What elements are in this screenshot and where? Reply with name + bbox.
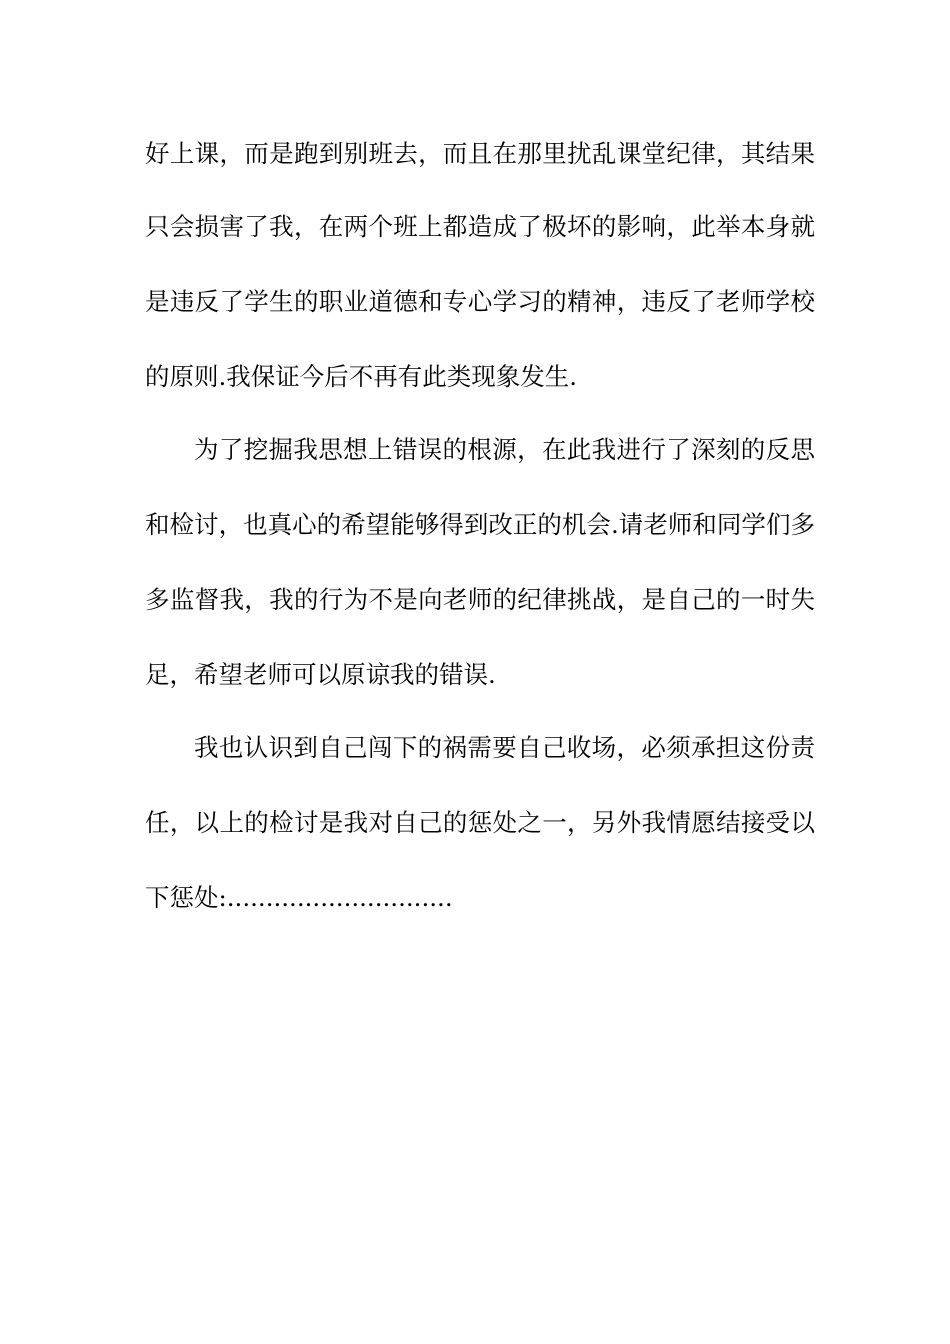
paragraph-1-line-4: 的原则.我保证今后不再有此类现象发生. xyxy=(145,362,578,391)
paragraph-1-line-3: 是违反了学生的职业道德和专心学习的精神，违反了老师学校 xyxy=(145,287,815,316)
paragraph-1-line-1: 好上课，而是跑到别班去，而且在那里扰乱课堂纪律，其结果 xyxy=(145,139,815,168)
paragraph-2-line-1: 为了挖掘我思想上错误的根源，在此我进行了深刻的反思 xyxy=(194,435,815,464)
paragraph-3-line-3: 下惩处:............................. xyxy=(145,883,453,912)
paragraph-2-line-2: 和检讨，也真心的希望能够得到改正的机会.请老师和同学们多 xyxy=(145,510,815,539)
paragraph-3-line-2: 任，以上的检讨是我对自己的惩处之一，另外我情愿结接受以 xyxy=(145,808,815,837)
paragraph-2-line-3: 多监督我，我的行为不是向老师的纪律挑战，是自己的一时失 xyxy=(145,585,815,614)
paragraph-1-line-2: 只会损害了我，在两个班上都造成了极坏的影响，此举本身就 xyxy=(145,212,815,241)
paragraph-3-line-1: 我也认识到自己闯下的祸需要自己收场，必须承担这份责 xyxy=(194,733,815,762)
paragraph-2-line-4: 足，希望老师可以原谅我的错误. xyxy=(145,660,496,689)
